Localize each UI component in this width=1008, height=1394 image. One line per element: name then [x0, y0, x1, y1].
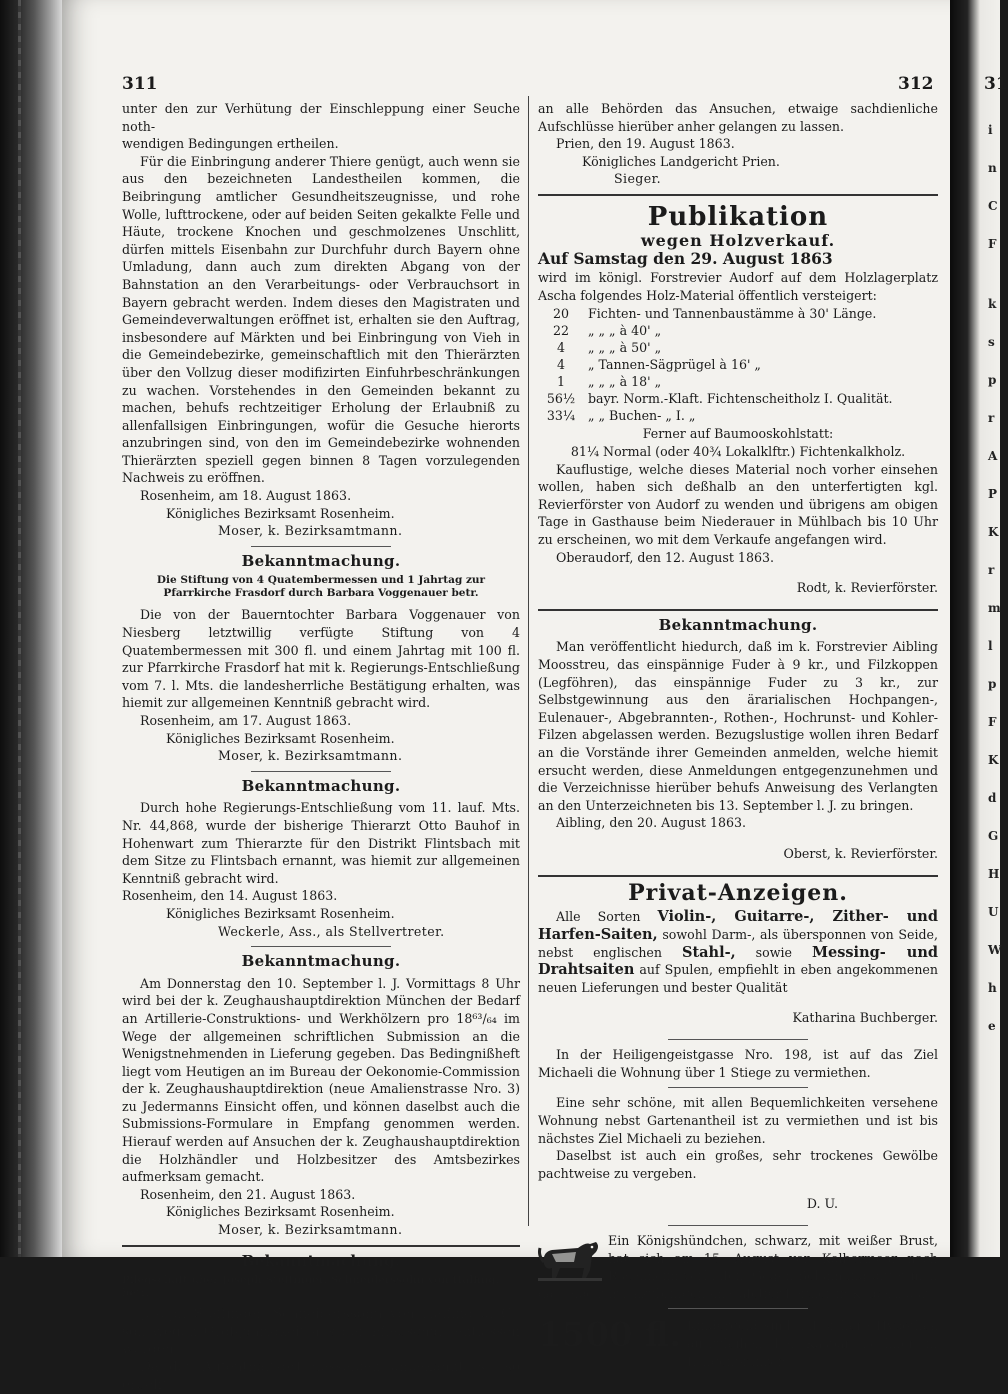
intro-line-2: wendigen Bedingungen ertheilen.	[122, 136, 339, 152]
edge-glyph: n	[988, 161, 997, 175]
signature-name: Moser, k. Bezirksamtmann.	[218, 523, 403, 539]
edge-glyph: A	[988, 449, 998, 463]
publication-subtitle: wegen Holzverkauf.	[640, 230, 836, 250]
notice-heading: Bekanntmachung.	[241, 776, 401, 795]
loan-text: Kindergeld sind auf sichere Hypothek auszuleihen bei Kaspar Lechner in Langenpfunzen.	[687, 1318, 938, 1369]
notice-text: Man veröffentlicht hiedurch, daß im k. Forstrevier Aibling Moosstreu, das einspännige Fuder à 9 kr., und Filzkoppen (Legföhren), das einspännige Fuder zu 3 kr., zur Selbstgewinnung aus den ärarialischen Hochpangen-, Eulenauer-, Abgebrannten-, Rothen-, Hochrunst- und Kohler-Filzen abgelassen werden. Bezugslustige wollen ihren Bedarf an die Vorstände ihrer Gemeinden anmelden, welche hiemit ersucht werden, diese Anmeldungen entgegenzunehmen und die Verzeichnisse hierüber behufs Anweisung des Verlangten an den Unterzeichneten bis 13. September l. J. zu bringen.	[538, 639, 938, 813]
edge-glyph: U	[988, 905, 999, 919]
newspaper-page	[62, 0, 950, 1393]
dateline: Rosenheim, am 17. August 1863.	[140, 713, 352, 728]
separator	[668, 1308, 808, 1309]
edge-glyph: C	[988, 199, 998, 213]
private-ads-title: Privat-Anzeigen.	[628, 879, 848, 906]
signature-name: Moser, k. Bezirksamtmann.	[218, 748, 403, 764]
edge-glyph: K	[988, 525, 999, 539]
page-number-edge: 31	[984, 74, 1008, 94]
table-row: 1 „ „ „ à 18' „	[556, 374, 662, 390]
edge-glyph: l	[988, 639, 993, 653]
notice-heading: Bekanntmachung.	[241, 1251, 401, 1270]
notice-heading: Bekanntmachung.	[241, 952, 401, 971]
table-row: 20 Fichten- und Tannenbaustämme à 30' Länge.	[552, 306, 877, 322]
auction-intro: wird im königl. Forstrevier Audorf auf dem Holzlagerplatz Ascha folgendes Holz-Material öffentlich versteigert:	[538, 270, 938, 303]
separator-thick	[538, 609, 938, 611]
signature-name: Weckerle, Ass., als Stellvertreter.	[218, 923, 445, 939]
ad-loan	[538, 1315, 938, 1370]
page-number-left: 311	[122, 74, 158, 94]
loan-amount: 1500 fl.	[538, 1315, 682, 1356]
edge-glyph: r	[988, 563, 995, 577]
further-lot: 81¼ Normal (oder 40¾ Lokalklftr.) Fichtenkalkholz.	[570, 443, 906, 459]
signature-office: Königliches Bezirksamt Rosenheim.	[166, 1204, 395, 1220]
ad-vault: Daselbst ist auch ein großes, sehr trockenes Gewölbe pachtweise zu vergeben.	[538, 1148, 938, 1181]
auction-text: Kauflustige, welche dieses Material noch vorher einsehen wollen, haben sich deßhalb an den unterfertigten kgl. Revierförster von Audorf zu wenden und übrigens am obigen Tage in Gasthause beim Niederauer in Mühlbach bis 10 Uhr zu erscheinen, wo mit dem Verkaufe angefangen wird.	[538, 461, 938, 547]
auction-date: Auf Samstag den 29. August 1863	[538, 248, 833, 268]
signature-office: Königliches Bezirksamt Rosenheim.	[166, 505, 395, 521]
edge-glyph: i	[988, 123, 993, 137]
edge-glyph: p	[988, 373, 997, 387]
ad-strings: Alle Sorten Violin-, Guitarre-, Zither- und Harfen-Saiten, sowohl Darm-, als übersponnen von Seide, nebst englischen Stahl-, sowie Messing- und Drahtsaiten auf Spulen, empfiehlt in eben angekommenen neuen Lieferungen und bester Qualität	[538, 908, 938, 995]
next-page-edge	[950, 0, 1008, 1257]
signature-name: Oberst, k. Revierförster.	[783, 845, 938, 861]
table-row: 4 „ Tannen-Sägprügel à 16' „	[556, 357, 761, 373]
continued-text: an alle Behörden das Ansuchen, etwaige sachdienliche Aufschlüsse hierüber anher gelangen zu lassen.	[538, 101, 938, 134]
edge-glyph: k	[988, 297, 997, 311]
signature-name: Rodt, k. Revierförster.	[796, 579, 938, 595]
table-row: 33¼ „ „ Buchen- „ I. „	[546, 408, 696, 424]
ad-signature: Katharina Buchberger.	[792, 1009, 938, 1025]
signature-office: Königliches Bezirksamt Rosenheim.	[166, 905, 395, 921]
dateline: Prien, den 19. August 1863.	[556, 136, 735, 152]
dateline: Rosenheim, am 18. August 1863.	[140, 488, 352, 504]
dateline: Oberaudorf, den 12. August 1863.	[556, 549, 774, 565]
notice-subject: Die Stiftung von 4 Quatembermessen und 1 Jahrtag zur Pfarrkirche Frasdorf durch Barbara Voggenauer betr.	[156, 574, 486, 600]
further-heading: Ferner auf Baumooskohlstatt:	[642, 426, 834, 442]
edge-glyph: K	[988, 753, 999, 767]
separator	[668, 1225, 808, 1226]
dateline: Rosenheim, den 14. August 1863.	[122, 888, 338, 904]
ad-apartment-garden: Eine sehr schöne, mit allen Bequemlichkeiten versehene Wohnung nebst Gartenantheil ist zu vermiethen und ist bis nächstes Ziel Michaeli zu beziehen.	[538, 1095, 938, 1146]
edge-glyph: m	[988, 601, 1001, 615]
edge-glyph: h	[988, 981, 997, 995]
notice-text: Joseph Steffinger, Schneiderssohn von Halfing d. G., soll wegen Großjährigkeit aus der Pflegschaft entlassen werden.	[122, 1306, 520, 1358]
ad-text: Ein Königshündchen, schwarz, mit weißer Brust, hat sich am 15. August von Kolbermoor nach Rosenheim verlaufen. Gegen Belohnung bittet man dasselbe zurückzubringen an Cafetier Leitner in Kolbermoor.	[538, 1233, 938, 1301]
ad-lost-dog	[538, 1232, 938, 1302]
dog-woodcut-icon	[538, 1234, 602, 1284]
signature-office: Königliches Landgericht Prien.	[582, 153, 780, 169]
separator-thick	[122, 1245, 520, 1247]
table-row: 22 „ „ „ à 40' „	[552, 323, 662, 339]
next-page-text-fragment	[988, 120, 1000, 1054]
edge-glyph: H	[988, 867, 1000, 881]
edge-glyph: d	[988, 791, 997, 805]
intro-line-1: unter den zur Verhütung der Einschleppung einer Seuche noth-	[122, 101, 520, 134]
table-row: 56½ bayr. Norm.-Klaft. Fichtenscheitholz I. Qualität.	[546, 391, 893, 407]
signature-name: Sieger.	[614, 171, 662, 187]
separator-thick	[538, 875, 938, 877]
page-number-right: 312	[898, 74, 934, 94]
publication-title: Publikation	[647, 201, 829, 232]
separator	[668, 1039, 808, 1040]
edge-glyph: s	[988, 335, 995, 349]
ad-apartment: In der Heiligengeistgasse Nro. 198, ist auf das Ziel Michaeli die Wohnung über 1 Stiege zu vermiethen.	[538, 1047, 938, 1080]
column-divider	[528, 96, 529, 1226]
edge-glyph: W	[988, 943, 1002, 957]
edge-glyph: G	[988, 829, 999, 843]
dateline: Aibling, den 20. August 1863.	[556, 815, 747, 831]
notice-text-continued: Da der Aufenthaltsort desselben unbekannt ist, so ergeht	[122, 1359, 520, 1393]
edge-glyph: F	[988, 715, 997, 729]
right-column	[538, 100, 938, 1370]
notice-text: Die von der Bauerntochter Barbara Voggenauer von Niesberg letztwillig verfügte Stiftung von 4 Quatembermessen mit 300 fl. und einem Jahrtag mit 100 fl. zur Pfarrkirche Frasdorf hat mit k. Regierungs-Entschließung vom 7. l. Mts. die landesherrliche Bestätigung erhalten, was hiemit zur allgemeinen Kenntniß gebracht wird.	[122, 607, 520, 711]
edge-glyph: F	[988, 237, 997, 251]
edge-glyph: P	[988, 487, 998, 501]
separator-thick	[538, 194, 938, 196]
signature-office: Königliches Bezirksamt Rosenheim.	[166, 730, 395, 746]
edge-glyph: p	[988, 677, 997, 691]
notice-text: Durch hohe Regierungs-Entschließung vom 11. lauf. Mts. Nr. 44,868, wurde der bisherige Thierarzt Otto Bauhof in Hohenwart zum Thierarzte für den Distrikt Flintsbach mit dem Sitze zu Flintsbach ernannt, was hiemit zur allgemeinen Kenntniß gebracht wird.	[122, 800, 520, 886]
paragraph-import-rules: Für die Einbringung anderer Thiere genügt, auch wenn sie aus den bezeichneten Landestheilen kommen, die Beibringung amtlicher Gesundheitszeugnisse, und rohe Wolle, lufttrockene, oder auf beiden Seiten gekalkte Felle und Häute, trockene Knochen und geschmolzenes Unschlitt, dürfen mittels Eisenbahn zur Durchfuhr durch Bayern ohne Umladung, dann auch zum direkten Abgang von der Bahnstation an den Verarbeitungs- oder Verbrauchsort in Bayern gebracht werden. Indem dieses den Magistraten und Gemeindeverwaltungen eröffnet ist, erhalten sie den Auftrag, insbesondere auf Märkten und bei Einbringung von Vieh in die Gemeindebezirke, gemeinschaftlich mit den Thierärzten über den Vollzug dieser modifizirten Einfuhrbeschränkungen zu wachen. Vorstehendes in den Gemeinden bekannt zu machen, behufs rechtzeitiger Erholung der Erlaubniß zu allenfallsigen Einbringungen, wofür die Gesuche hierorts anzubringen sind, von den im Gemeindebezirke wohnenden Thierärzten speziell gegen binnen 8 Tagen vorzulegenden Nachweis zu eröffnen.	[122, 153, 520, 486]
notice-subject: Pflegschaft über Joseph Steffinger, Schneiderssohn von Halfing, betr.	[122, 1274, 500, 1300]
separator	[251, 771, 391, 772]
separator	[668, 1087, 808, 1088]
edge-glyph: e	[988, 1019, 996, 1033]
separator	[251, 946, 391, 947]
ad-signature: D. U.	[806, 1195, 838, 1211]
timber-lots-table	[538, 305, 897, 424]
book-spine-shadow	[0, 0, 62, 1257]
left-column	[122, 100, 520, 1394]
separator	[251, 546, 391, 547]
notice-heading: Bekanntmachung.	[241, 551, 401, 570]
table-row: 4 „ „ „ à 50' „	[556, 340, 662, 356]
notice-heading: Bekanntmachung.	[658, 615, 818, 634]
edge-glyph: r	[988, 411, 995, 425]
notice-text: Am Donnerstag den 10. September l. J. Vormittags 8 Uhr wird bei der k. Zeughaushauptdirektion München der Bedarf an Artillerie-Construktions- und Werkhölzern pro 18⁶³/₆₄ im Wege der allgemeinen schriftlichen Submission an die Wenigstnehmenden in Lieferung gegeben. Das Bedingnißheft liegt vom Heutigen an im Bureau der Oekonomie-Commission der k. Zeughaushauptdirektion (neue Amalienstrasse Nro. 3) zu Jedermanns Einsicht offen, und können daselbst auch die Submissions-Formulare in Empfang genommen werden. Hierauf werden auf Ansuchen der k. Zeughaushauptdirektion die Holzhändler und Holzbesitzer des Amtsbezirkes aufmerksam gemacht.	[122, 975, 520, 1185]
dateline: Rosenheim, den 21. August 1863.	[140, 1186, 356, 1202]
signature-name: Moser, k. Bezirksamtmann.	[218, 1222, 403, 1238]
